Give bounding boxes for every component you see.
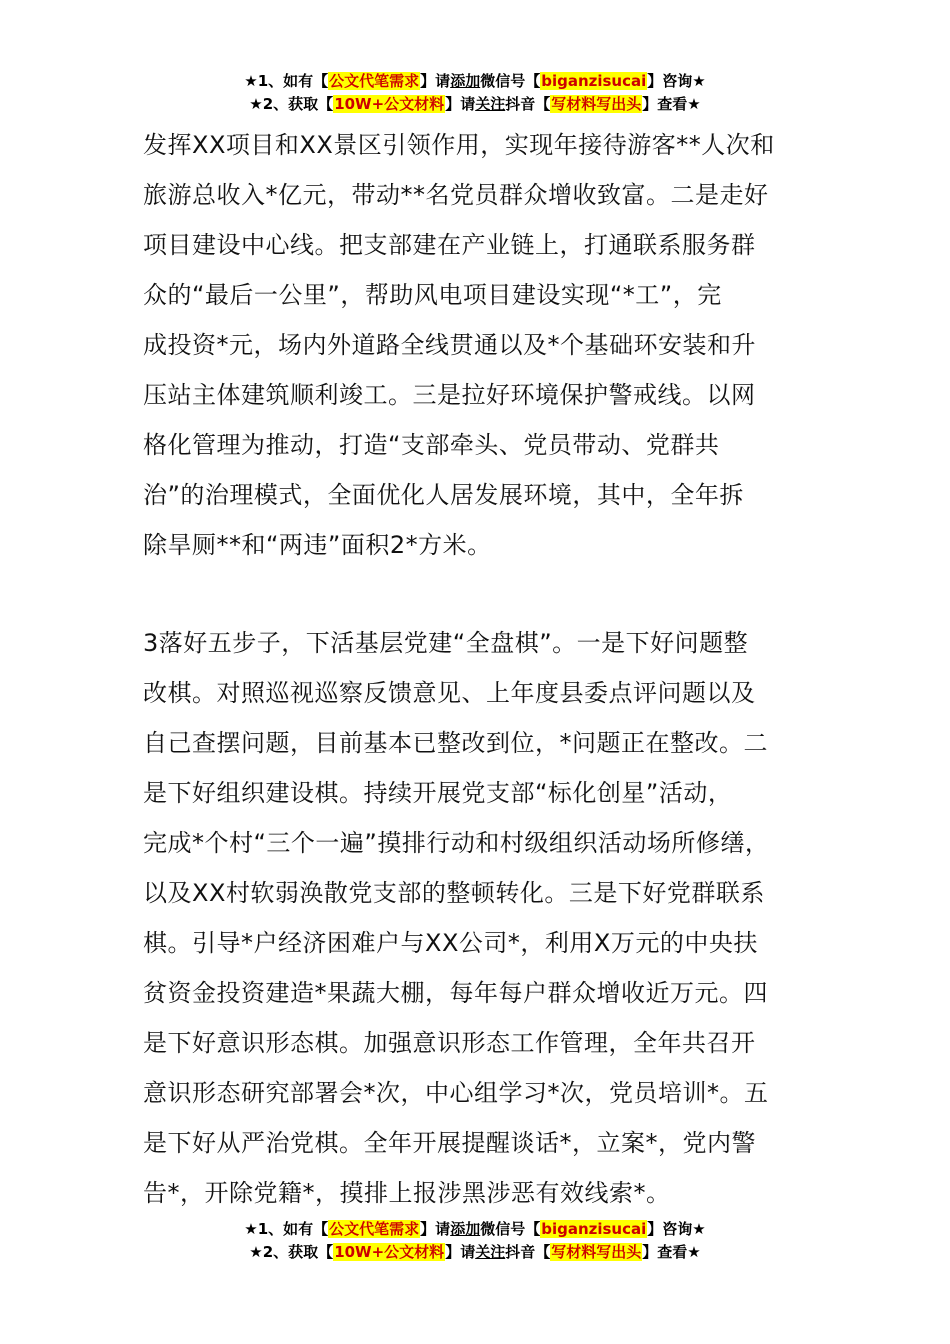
paragraph-line: 旅游总收入*亿元，带动**名党员群众增收致富。二是走好 [143,181,769,209]
paragraph-line: 3落好五步子，下活基层党建“全盘棋”。一是下好问题整 [143,629,749,657]
body-paragraph-1 [143,120,833,570]
footer-line2-suffix: 】查看★ [642,1243,701,1261]
header-line1-highlight-service: 公文代笔需求 [329,72,420,90]
header-line2-underlined: 关注 [475,95,506,113]
footer-line-2 [0,1241,950,1264]
paragraph-line: 完成*个村“三个一遍”摸排行动和村级组织活动场所修缮， [143,829,770,857]
paragraph-line: 是下好从严治党棋。全年开展提醒谈话*，立案*，党内警 [143,1129,756,1157]
footer-line1-mid2: 微信号【 [480,1220,541,1238]
footer-line1-prefix: ★1、如有【 [244,1220,329,1238]
paragraph-line: 以及XX村软弱涣散党支部的整顿转化。三是下好党群联系 [143,879,765,907]
paragraph-line: 告*，开除党籍*，摸排上报涉黑涉恶有效线索*。 [143,1179,671,1207]
header-line1-suffix: 】咨询★ [647,72,706,90]
footer-line2-highlight-materials: 10W+公文材料 [334,1243,445,1261]
header-banner [0,70,950,116]
paragraph-line: 压站主体建筑顺利竣工。三是拉好环境保护警戒线。以网 [143,381,756,409]
header-line1-underlined: 添加 [450,72,481,90]
body-paragraph-2 [143,618,833,1218]
paragraph-line: 是下好意识形态棋。加强意识形态工作管理，全年共召开 [143,1029,756,1057]
footer-line2-mid1: 】请 [445,1243,476,1261]
footer-line2-highlight-douyin: 写材料写出头 [551,1243,642,1261]
header-line1-mid1: 】请 [420,72,451,90]
paragraph-line: 格化管理为推动，打造“支部牵头、党员带动、党群共 [143,431,720,459]
paragraph-line: 改棋。对照巡视巡察反馈意见、上年度县委点评问题以及 [143,679,756,707]
paragraph-line: 治”的治理模式，全面优化人居发展环境，其中，全年拆 [143,481,744,509]
footer-line2-underlined: 关注 [475,1243,506,1261]
footer-line2-mid2: 抖音【 [505,1243,551,1261]
header-line2-mid2: 抖音【 [505,95,551,113]
header-line1-prefix: ★1、如有【 [244,72,329,90]
paragraph-line: 意识形态研究部署会*次，中心组学习*次，党员培训*。五 [143,1079,769,1107]
header-line1-mid2: 微信号【 [480,72,541,90]
header-line2-highlight-douyin: 写材料写出头 [551,95,642,113]
footer-line1-suffix: 】咨询★ [647,1220,706,1238]
paragraph-line: 众的“最后一公里”，帮助风电项目建设实现“*工”，完 [143,281,722,309]
header-line-1 [0,70,950,93]
paragraph-line: 贫资金投资建造*果蔬大棚，每年每户群众增收近万元。四 [143,979,768,1007]
paragraph-line: 自己查摆问题，目前基本已整改到位，*问题正在整改。二 [143,729,768,757]
footer-line1-highlight-wechat: biganzisucai [541,1220,647,1238]
footer-line1-highlight-service: 公文代笔需求 [329,1220,420,1238]
header-line2-prefix: ★2、获取【 [249,95,334,113]
footer-line1-underlined: 添加 [450,1220,481,1238]
header-line1-highlight-wechat: biganzisucai [541,72,647,90]
header-line2-suffix: 】查看★ [642,95,701,113]
paragraph-line: 除旱厕**和“两违”面积2*方米。 [143,531,492,559]
paragraph-line: 棋。引导*户经济困难户与XX公司*，利用X万元的中央扶 [143,929,758,957]
footer-banner [0,1218,950,1264]
paragraph-line: 项目建设中心线。把支部建在产业链上，打通联系服务群 [143,231,756,259]
paragraph-line: 发挥XX项目和XX景区引领作用，实现年接待游客**人次和 [143,131,775,159]
footer-line-1 [0,1218,950,1241]
paragraph-line: 是下好组织建设棋。持续开展党支部“标化创星”活动， [143,779,733,807]
header-line2-highlight-materials: 10W+公文材料 [334,95,445,113]
footer-line1-mid1: 】请 [420,1220,451,1238]
footer-line2-prefix: ★2、获取【 [249,1243,334,1261]
header-line2-mid1: 】请 [445,95,476,113]
paragraph-line: 成投资*元，场内外道路全线贯通以及*个基础环安装和升 [143,331,756,359]
header-line-2 [0,93,950,116]
